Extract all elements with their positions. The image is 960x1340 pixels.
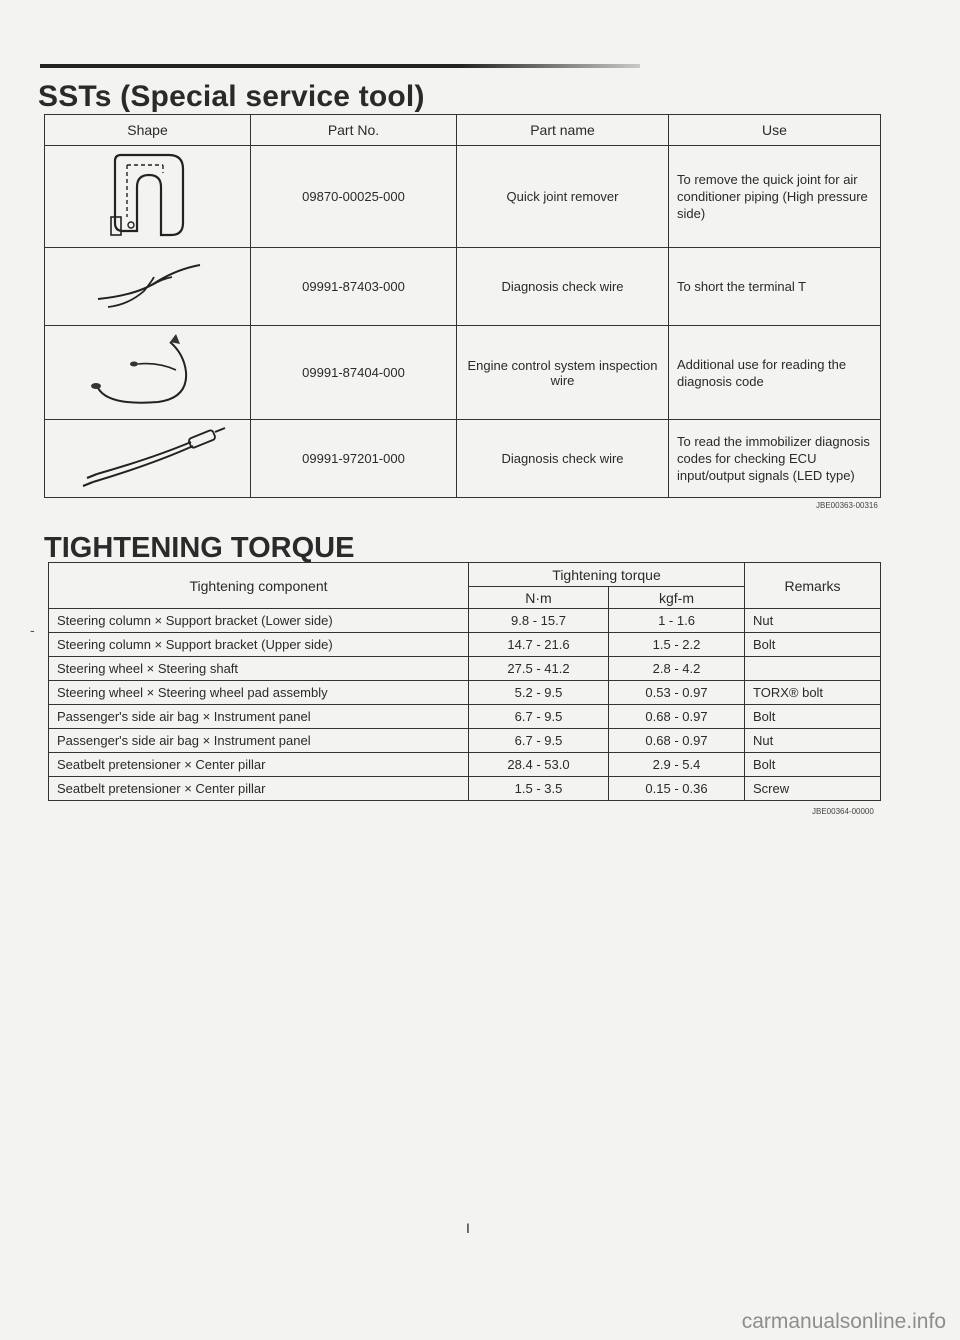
torque-kgfm: 0.68 - 0.97 [609, 729, 745, 753]
torque-component: Passenger's side air bag × Instrument panel [49, 729, 469, 753]
torque-nm: 9.8 - 15.7 [469, 609, 609, 633]
immobilizer-check-wire-icon [63, 424, 233, 490]
diagnosis-check-wire-icon [88, 255, 208, 315]
table-row [49, 777, 881, 801]
torque-remarks: TORX® bolt [745, 681, 881, 705]
torque-kgfm: 1.5 - 2.2 [609, 633, 745, 657]
torque-component: Steering wheel × Steering wheel pad assembly [49, 681, 469, 705]
sst-shape-cell [45, 146, 251, 248]
torque-nm: 5.2 - 9.5 [469, 681, 609, 705]
torque-remarks [745, 657, 881, 681]
sst-part-no: 09870-00025-000 [251, 146, 457, 248]
torque-header-row [49, 563, 881, 587]
sst-heading: SSTs (Special service tool) [38, 80, 425, 113]
sst-part-name: Diagnosis check wire [457, 248, 669, 326]
torque-remarks: Screw [745, 777, 881, 801]
torque-kgfm: 0.15 - 0.36 [609, 777, 745, 801]
sst-part-no: 09991-87404-000 [251, 326, 457, 420]
sst-part-no: 09991-97201-000 [251, 420, 457, 498]
sst-part-name: Engine control system inspection wire [457, 326, 669, 420]
torque-ref-code: JBE00364-00000 [812, 807, 874, 816]
table-row [49, 657, 881, 681]
torque-table [48, 562, 881, 801]
sst-row [45, 146, 881, 248]
sst-shape-cell [45, 420, 251, 498]
torque-nm: 27.5 - 41.2 [469, 657, 609, 681]
torque-kgfm: 2.9 - 5.4 [609, 753, 745, 777]
torque-header-torque: Tightening torque [469, 563, 745, 587]
sst-header-part-no: Part No. [251, 115, 457, 146]
sst-header-row [45, 115, 881, 146]
torque-header-nm: N·m [469, 587, 609, 609]
torque-nm: 28.4 - 53.0 [469, 753, 609, 777]
torque-component: Steering column × Support bracket (Upper side) [49, 633, 469, 657]
sst-use: To read the immobilizer diagnosis codes for checking ECU input/output signals (LED type) [669, 420, 881, 498]
torque-remarks: Nut [745, 729, 881, 753]
sst-part-name: Diagnosis check wire [457, 420, 669, 498]
torque-remarks: Bolt [745, 753, 881, 777]
sst-row [45, 420, 881, 498]
torque-kgfm: 0.53 - 0.97 [609, 681, 745, 705]
sst-use: Additional use for reading the diagnosis code [669, 326, 881, 420]
sst-use: To remove the quick joint for air conditioner piping (High pressure side) [669, 146, 881, 248]
torque-kgfm: 1 - 1.6 [609, 609, 745, 633]
page-number: I [466, 1220, 470, 1236]
torque-nm: 6.7 - 9.5 [469, 705, 609, 729]
top-rule [40, 64, 640, 68]
torque-nm: 14.7 - 21.6 [469, 633, 609, 657]
torque-remarks: Bolt [745, 633, 881, 657]
watermark: carmanualsonline.info [741, 1310, 946, 1333]
sst-header-shape: Shape [45, 115, 251, 146]
sst-ref-code: JBE00363-00316 [816, 501, 878, 510]
table-row [49, 633, 881, 657]
sst-table [44, 114, 881, 498]
torque-component: Seatbelt pretensioner × Center pillar [49, 753, 469, 777]
quick-joint-remover-icon [93, 147, 203, 243]
table-row [49, 609, 881, 633]
sst-shape-cell [45, 248, 251, 326]
torque-kgfm: 2.8 - 4.2 [609, 657, 745, 681]
table-row [49, 681, 881, 705]
torque-kgfm: 0.68 - 0.97 [609, 705, 745, 729]
torque-nm: 1.5 - 3.5 [469, 777, 609, 801]
table-row [49, 729, 881, 753]
sst-header-part-name: Part name [457, 115, 669, 146]
sst-shape-cell [45, 326, 251, 420]
sst-row [45, 248, 881, 326]
sst-use: To short the terminal T [669, 248, 881, 326]
torque-header-kgfm: kgf-m [609, 587, 745, 609]
torque-remarks: Bolt [745, 705, 881, 729]
table-row [49, 753, 881, 777]
torque-remarks: Nut [745, 609, 881, 633]
torque-component: Steering wheel × Steering shaft [49, 657, 469, 681]
torque-component: Seatbelt pretensioner × Center pillar [49, 777, 469, 801]
margin-mark: - [30, 622, 35, 638]
torque-heading: TIGHTENING TORQUE [44, 532, 355, 564]
sst-part-no: 09991-87403-000 [251, 248, 457, 326]
engine-control-wire-icon [78, 326, 218, 416]
torque-nm: 6.7 - 9.5 [469, 729, 609, 753]
sst-row [45, 326, 881, 420]
table-row [49, 705, 881, 729]
sst-header-use: Use [669, 115, 881, 146]
torque-header-remarks: Remarks [745, 563, 881, 609]
torque-component: Passenger's side air bag × Instrument panel [49, 705, 469, 729]
sst-part-name: Quick joint remover [457, 146, 669, 248]
torque-header-component: Tightening component [49, 563, 469, 609]
torque-component: Steering column × Support bracket (Lower side) [49, 609, 469, 633]
